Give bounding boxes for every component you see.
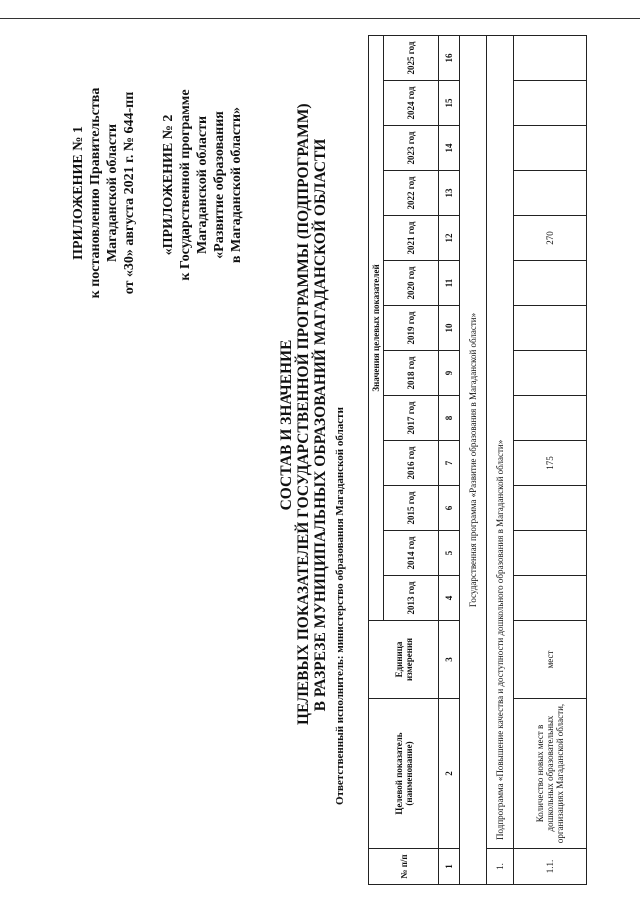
year-cell: 2022 год: [384, 171, 439, 216]
appendix-2-line: к Государственной программе: [178, 89, 193, 281]
row-unit: мест: [514, 621, 587, 699]
value-cell: [514, 171, 587, 216]
title-line: В РАЗРЕЗЕ МУНИЦИПАЛЬНЫХ ОБРАЗОВАНИЙ МАГАДАНСКОЙ ОБЛАСТИ: [312, 138, 329, 712]
value-cell: [514, 81, 587, 126]
program-title: Государственная программа «Развитие образования в Магаданской области»: [460, 35, 487, 884]
appendix-2-line: в Магаданской области»: [229, 106, 244, 264]
column-number: 9: [439, 351, 460, 396]
value-cell: [514, 261, 587, 306]
appendix-1-title: ПРИЛОЖЕНИЕ № 1: [71, 126, 86, 260]
column-number: 8: [439, 396, 460, 441]
column-number: 11: [439, 261, 460, 306]
subprogram-title: Подпрограмма «Повышение качества и доступности дошкольного образования в Магаданской области»: [487, 35, 514, 848]
value-cell: [514, 531, 587, 576]
year-cell: 2015 год: [384, 486, 439, 531]
column-numbers-row: [439, 35, 460, 884]
appendix-2-title: «ПРИЛОЖЕНИЕ № 2: [161, 114, 176, 256]
value-cell: [514, 486, 587, 531]
year-cell: 2024 год: [384, 81, 439, 126]
responsible-executor: Ответственный исполнитель: министерство образования Магаданской области: [334, 407, 346, 805]
value-cell: [514, 396, 587, 441]
row-indicator-name: Количество новых мест в дошкольных образовательных организациях Магаданской области,: [514, 699, 587, 849]
value-cell: [514, 576, 587, 621]
indicator-row: [514, 35, 587, 884]
year-cell: 2013 год: [384, 576, 439, 621]
header-num: № п/п: [369, 849, 439, 885]
program-row: [460, 35, 487, 884]
value-cell: [514, 35, 587, 80]
column-number: 4: [439, 576, 460, 621]
appendix-1-line: от «30» августа 2021 г. № 644-пп: [122, 91, 137, 295]
column-number: 6: [439, 486, 460, 531]
row-num: 1.1.: [514, 849, 587, 885]
column-number: 16: [439, 35, 460, 80]
value-cell: 270: [514, 216, 587, 261]
column-number: 2: [439, 699, 460, 849]
year-cell: 2016 год: [384, 441, 439, 486]
header-values: Значения целевых показателей: [369, 35, 384, 620]
appendix-1-header: [70, 23, 138, 363]
value-cell: [514, 351, 587, 396]
value-cell: 175: [514, 441, 587, 486]
page-edge-line: [0, 18, 640, 19]
year-cell: 2023 год: [384, 126, 439, 171]
title-line: ЦЕЛЕВЫХ ПОКАЗАТЕЛЕЙ ГОСУДАРСТВЕННОЙ ПРОГРАММЫ (ПОДПРОГРАММ): [295, 103, 312, 725]
subprogram-num: 1.: [487, 849, 514, 885]
year-cell: 2020 год: [384, 261, 439, 306]
column-number: 7: [439, 441, 460, 486]
column-number: 15: [439, 81, 460, 126]
appendix-1-line: к постановлению Правительства: [88, 87, 103, 299]
year-cell: 2025 год: [384, 35, 439, 80]
appendix-2-line: Магаданской области: [195, 115, 210, 255]
subprogram-row: [487, 35, 514, 884]
year-cell: 2017 год: [384, 396, 439, 441]
appendix-2-line: «Развитие образования: [212, 111, 227, 259]
indicators-table: [368, 35, 587, 885]
column-number: 10: [439, 306, 460, 351]
appendix-2-header: [160, 35, 245, 335]
year-cell: 2018 год: [384, 351, 439, 396]
value-cell: [514, 126, 587, 171]
appendix-1-line: Магаданской области: [105, 123, 120, 263]
column-number: 3: [439, 621, 460, 699]
header-indicator: Целевой показатель (наименование): [369, 699, 439, 849]
column-number: 13: [439, 171, 460, 216]
column-number: 1: [439, 849, 460, 885]
document-title: [278, 103, 329, 725]
header-row: [369, 35, 384, 884]
column-number: 12: [439, 216, 460, 261]
title-line: СОСТАВ И ЗНАЧЕНИЕ: [278, 339, 295, 511]
value-cell: [514, 306, 587, 351]
year-cell: 2014 год: [384, 531, 439, 576]
year-cell: 2021 год: [384, 216, 439, 261]
year-cell: 2019 год: [384, 306, 439, 351]
header-unit: Единица измерения: [369, 621, 439, 699]
column-number: 5: [439, 531, 460, 576]
column-number: 14: [439, 126, 460, 171]
